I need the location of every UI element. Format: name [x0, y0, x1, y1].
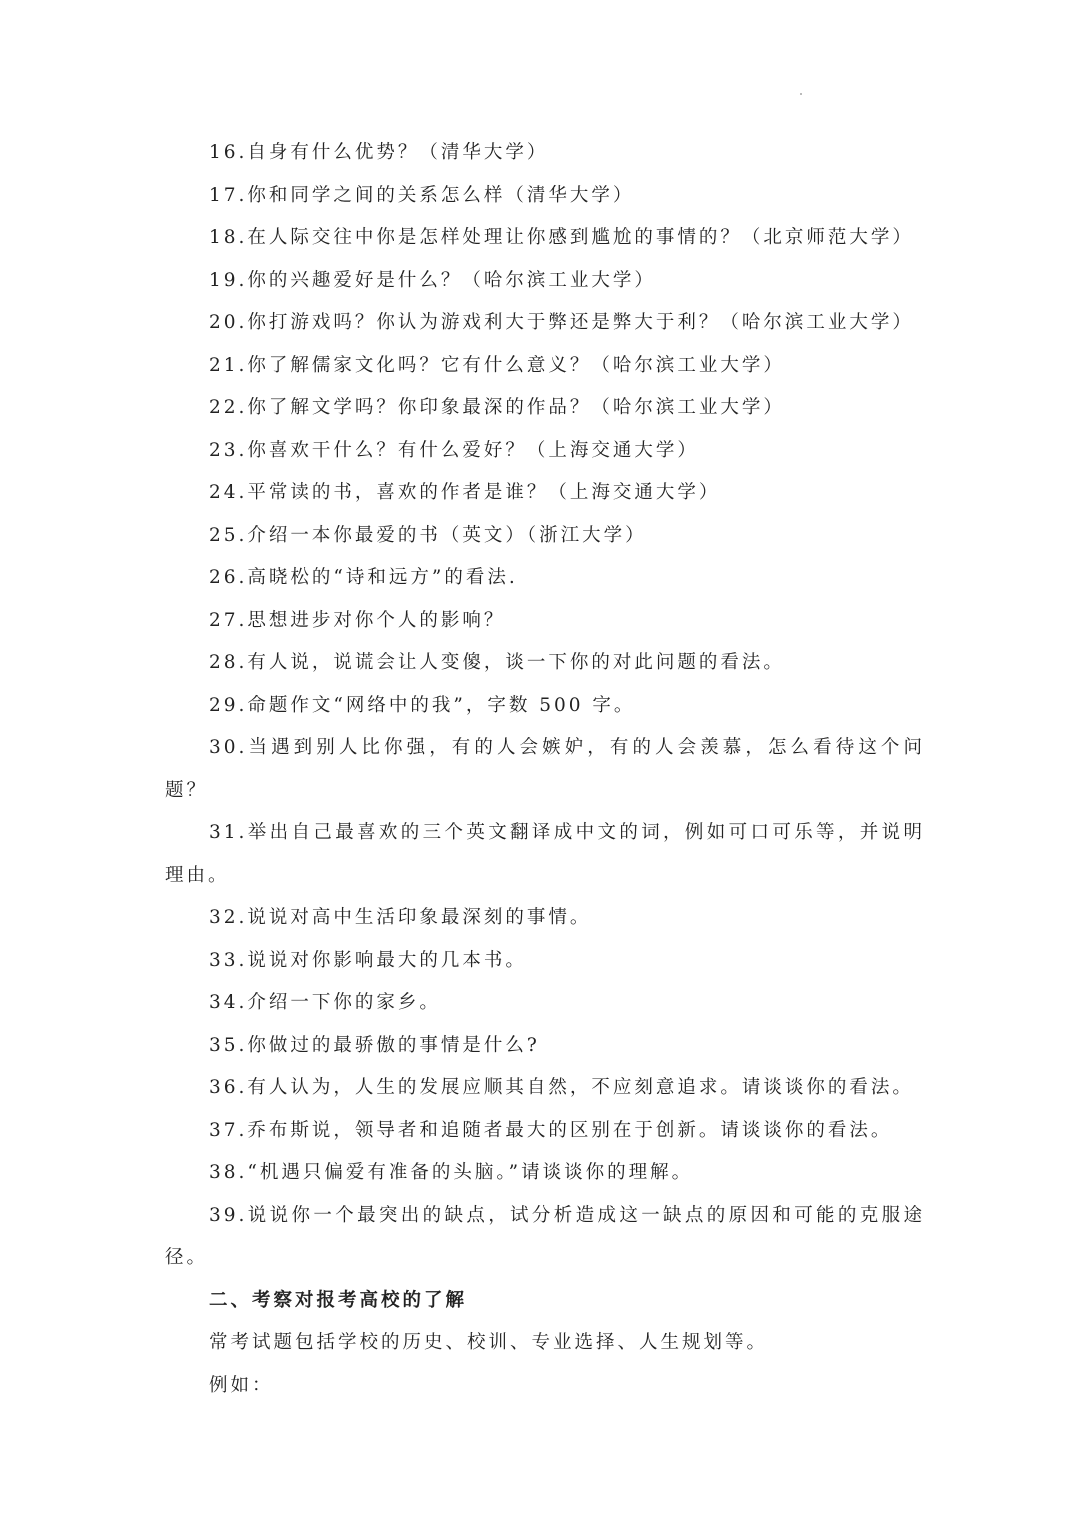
- section-heading: 二、考察对报考高校的了解: [209, 1289, 468, 1311]
- question-item: 23.你喜欢干什么？有什么爱好？（上海交通大学）: [209, 439, 699, 461]
- question-item: 20.你打游戏吗？你认为游戏利大于弊还是弊大于利？（哈尔滨工业大学）: [209, 312, 914, 333]
- question-item: 30.当遇到别人比你强，有的人会嫉妒，有的人会羡慕，怎么看待这个问题？: [165, 737, 925, 801]
- question-item: 29.命题作文“网络中的我”，字数 500 字。: [209, 694, 636, 716]
- page-mark: [800, 93, 802, 95]
- document-body: [165, 132, 925, 1407]
- question-item: 37.乔布斯说，领导者和追随者最大的区别在于创新。请谈谈你的看法。: [209, 1119, 893, 1141]
- question-item: 34.介绍一下你的家乡。: [209, 992, 441, 1013]
- question-item: 25.介绍一本你最爱的书（英文）（浙江大学）: [209, 524, 647, 546]
- question-item: 28.有人说，说谎会让人变傻，谈一下你的对此问题的看法。: [209, 652, 785, 673]
- question-item: 38.“机遇只偏爱有准备的头脑。”请谈谈你的理解。: [209, 1162, 694, 1183]
- question-item: 21.你了解儒家文化吗？它有什么意义？（哈尔滨工业大学）: [209, 354, 785, 376]
- question-item: 31.举出自己最喜欢的三个英文翻译成中文的词，例如可口可乐等，并说明理由。: [165, 822, 925, 886]
- question-item: 22.你了解文学吗？你印象最深的作品？（哈尔滨工业大学）: [209, 397, 785, 418]
- question-item: 17.你和同学之间的关系怎么样（清华大学）: [209, 184, 635, 206]
- question-item: 39.说说你一个最突出的缺点，试分析造成这一缺点的原因和可能的克服途径。: [165, 1204, 925, 1268]
- question-item: 35.你做过的最骄傲的事情是什么?: [209, 1034, 540, 1056]
- question-item: 16.自身有什么优势？（清华大学）: [209, 142, 549, 163]
- question-item: 24.平常读的书，喜欢的作者是谁？（上海交通大学）: [209, 482, 721, 503]
- section-intro: 常考试题包括学校的历史、校训、专业选择、人生规划等。: [209, 1332, 769, 1353]
- question-item: 27.思想进步对你个人的影响？: [209, 609, 506, 631]
- question-item: 33.说说对你影响最大的几本书。: [209, 949, 527, 971]
- section-example-label: 例如：: [209, 1374, 274, 1396]
- question-item: 36.有人认为，人生的发展应顺其自然，不应刻意追求。请谈谈你的看法。: [209, 1077, 914, 1098]
- question-item: 18.在人际交往中你是怎样处理让你感到尴尬的事情的？（北京师范大学）: [209, 227, 914, 248]
- question-item: 26.高晓松的“诗和远方”的看法.: [209, 567, 518, 588]
- question-item: 19.你的兴趣爱好是什么？（哈尔滨工业大学）: [209, 269, 656, 291]
- question-item: 32.说说对高中生活印象最深刻的事情。: [209, 907, 592, 928]
